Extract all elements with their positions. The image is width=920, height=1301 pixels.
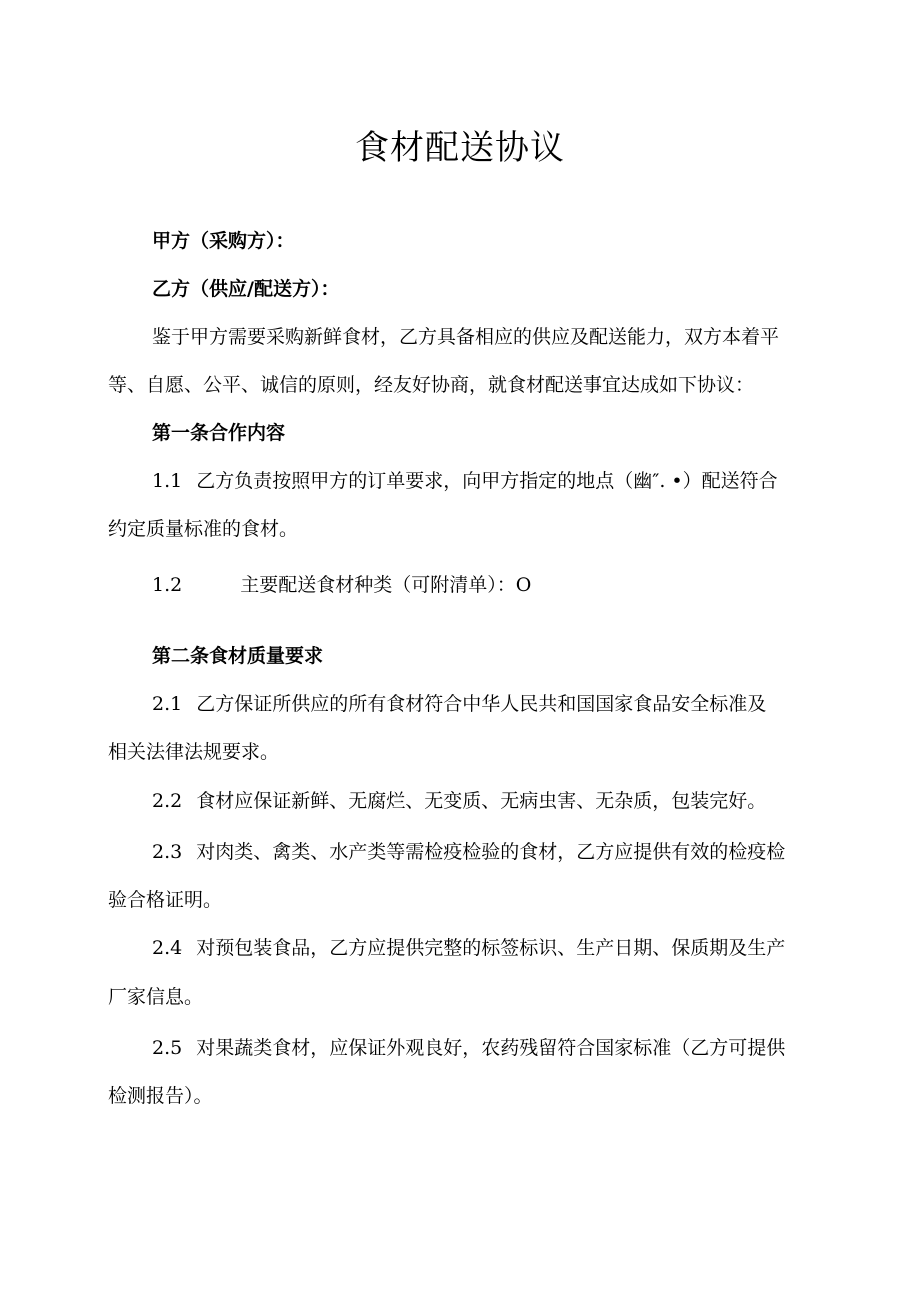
clause-1-2-line-1 [152,573,531,597]
clause-text: 对预包装食品，乙方应提供完整的标签标识、生产日期、保质期及生产 [196,937,786,959]
clause-text: 主要配送食材种类（可附清单）：O [240,574,532,596]
clause-number: 1.1 [152,470,183,492]
clause-2-2-line-1 [152,789,766,813]
clause-1-1-line-1 [152,469,778,493]
clause-2-5-line-2: 检测报告）。 [108,1085,213,1107]
clause-number: 2.4 [152,937,183,959]
clause-text: 乙方保证所供应的所有食材符合中华人民共和国国家食品安全标准及 [196,693,767,715]
clause-number: 2.1 [152,693,183,715]
clause-text: 乙方负责按照甲方的订单要求，向甲方指定的地点（幽″. •）配送符合 [196,470,778,492]
clause-2-3-line-1 [152,840,785,864]
clause-1-1-line-2: 约定质量标准的食材。 [108,518,299,540]
clause-2-3-line-2: 验合格证明。 [108,889,223,911]
clause-2-1-line-1 [152,692,766,716]
clause-2-1-line-2: 相关法律法规要求。 [108,741,280,763]
clause-2-4-line-1 [152,936,785,960]
clause-2-5-line-1 [152,1036,785,1060]
clause-number: 2.2 [152,790,183,812]
clause-number: 2.5 [152,1037,183,1059]
clause-2-4-line-2: 厂家信息。 [108,986,204,1008]
clause-text: 对肉类、禽类、水产类等需检疫检验的食材，乙方应提供有效的检疫检 [196,841,786,863]
party-b-line: 乙方（供应/配送方）： [152,278,340,300]
article-1-heading: 第一条合作内容 [152,422,286,444]
article-2-heading: 第二条食材质量要求 [152,645,324,667]
clause-number: 2.3 [152,841,183,863]
preamble-line-1: 鉴于甲方需要采购新鲜食材，乙方具备相应的供应及配送能力，双方本着平 [152,326,780,348]
party-a-line: 甲方（采购方）： [152,230,295,252]
clause-text: 食材应保证新鲜、无腐烂、无变质、无病虫害、无杂质，包装完好。 [196,790,767,812]
document-title: 食材配送协议 [355,128,565,168]
clause-text: 对果蔬类食材，应保证外观良好，农药残留符合国家标准（乙方可提供 [196,1037,786,1059]
preamble-line-2: 等、自愿、公平、诚信的原则，经友好协商，就食材配送事宜达成如下协议： [108,374,755,396]
clause-number: 1.2 [152,574,183,596]
